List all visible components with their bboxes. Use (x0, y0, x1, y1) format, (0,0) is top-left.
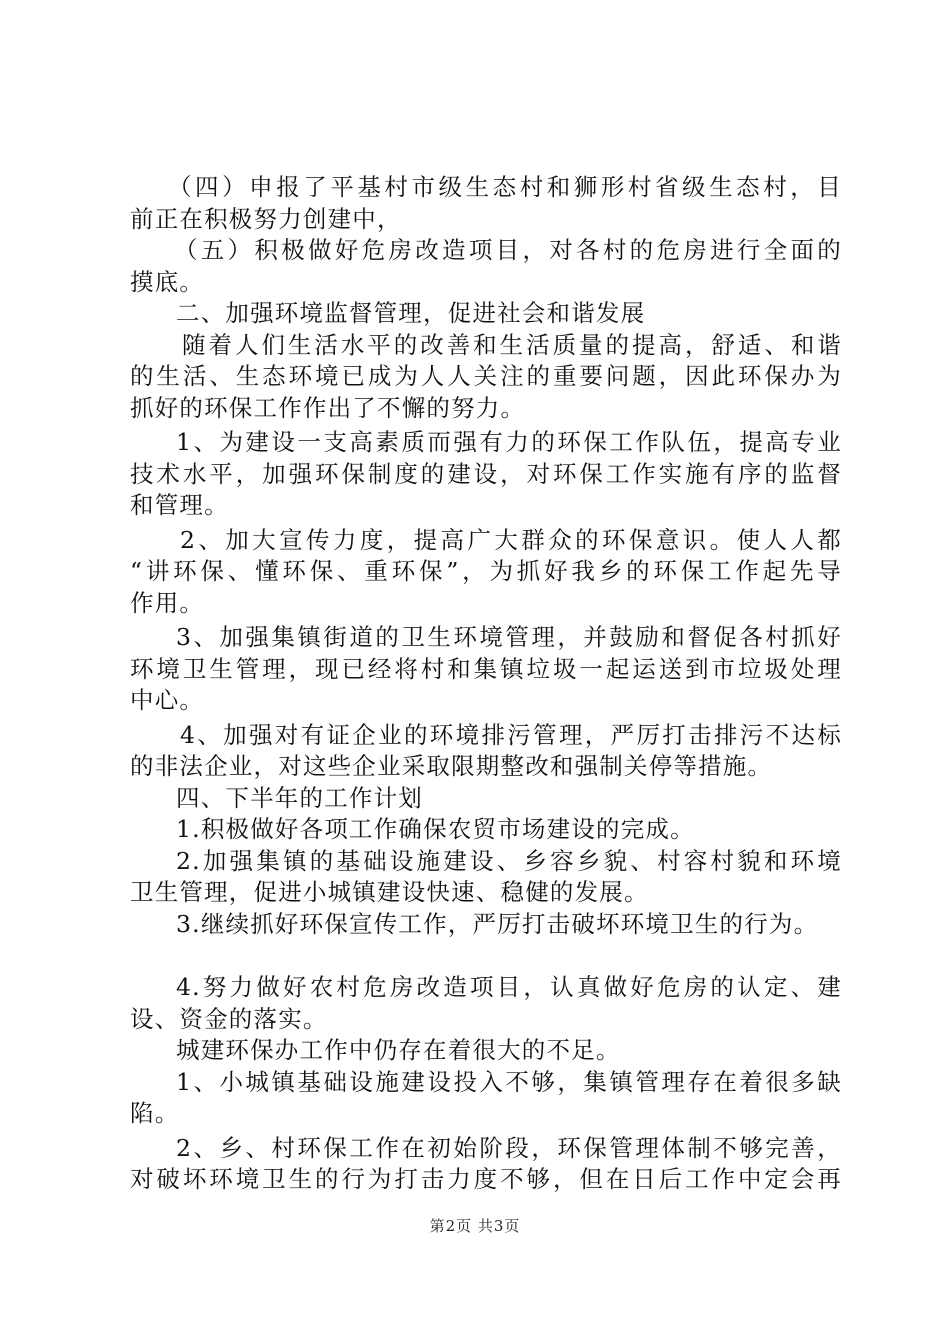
shortcoming-item: 1、小城镇基础设施建设投入不够，集镇管理存在着很多缺 (176, 1067, 842, 1096)
paragraph-line: “讲环保、懂环保、重环保”，为抓好我乡的环保工作起先导 (130, 557, 842, 585)
paragraph-line: 前正在积极努力创建中， (130, 204, 402, 233)
paragraph-line: 的生活、生态环境已成为人人关注的重要问题，因此环保办为 (130, 362, 842, 390)
paragraph-line: 4、加强对有证企业的环境排污管理，严厉打击排污不达标 (180, 720, 842, 749)
paragraph-line: 城建环保办工作中仍存在着很大的不足。 (176, 1036, 621, 1064)
page-number: 第2页 共3页 (429, 1217, 521, 1235)
paragraph-line: 环境卫生管理，现已经将村和集镇垃圾一起运送到市垃圾处理 (130, 654, 842, 683)
plan-item: 设、资金的落实。 (130, 1004, 328, 1033)
paragraph-line: 摸底。 (130, 267, 205, 296)
paragraph-line: 抓好的环保工作作出了不懈的努力。 (130, 393, 526, 422)
document-body (130, 172, 842, 1196)
paragraph-line: 1、为建设一支高素质而强有力的环保工作队伍，提高专业 (176, 428, 842, 456)
plan-item: 3.继续抓好环保宣传工作，严厉打击破坏环境卫生的行为。 (176, 909, 819, 938)
plan-item: 4.努力做好农村危房改造项目，认真做好危房的认定、建 (176, 973, 842, 1001)
plan-item: 1.积极做好各项工作确保农贸市场建设的完成。 (176, 815, 695, 843)
paragraph-line: 3、加强集镇街道的卫生环境管理，并鼓励和督促各村抓好 (176, 623, 842, 651)
shortcoming-item: 2、乡、村环保工作在初始阶段，环保管理体制不够完善， (176, 1133, 842, 1162)
shortcoming-item: 陷。 (130, 1099, 180, 1127)
paragraph-line: 和管理。 (130, 491, 229, 519)
shortcoming-item: 对破坏环境卫生的行为打击力度不够，但在日后工作中定会再 (130, 1165, 842, 1193)
paragraph-line: 2、加大宣传力度，提高广大群众的环保意识。使人人都 (180, 525, 842, 554)
paragraph-line: （四）申报了平基村市级生态村和狮形村省级生态村，目 (168, 173, 842, 201)
paragraph-line: 中心。 (130, 686, 205, 714)
paragraph-line: 随着人们生活水平的改善和生活质量的提高，舒适、和谐 (182, 330, 842, 359)
paragraph-line: 技术水平，加强环保制度的建设，对环保工作实施有序的监督 (130, 459, 842, 488)
section-heading: 二、加强环境监督管理，促进社会和谐发展 (176, 299, 646, 327)
plan-item: 2.加强集镇的基础设施建设、乡容乡貌、村容村貌和环境 (176, 846, 842, 875)
paragraph-line: 的非法企业，对这些企业采取限期整改和强制关停等措施。 (130, 752, 773, 780)
paragraph-line: （五）积极做好危房改造项目，对各村的危房进行全面的 (174, 236, 842, 264)
plan-item: 卫生管理，促进小城镇建设快速、稳健的发展。 (130, 878, 649, 906)
paragraph-line: 作用。 (130, 588, 205, 617)
section-heading: 四、下半年的工作计划 (176, 783, 423, 812)
